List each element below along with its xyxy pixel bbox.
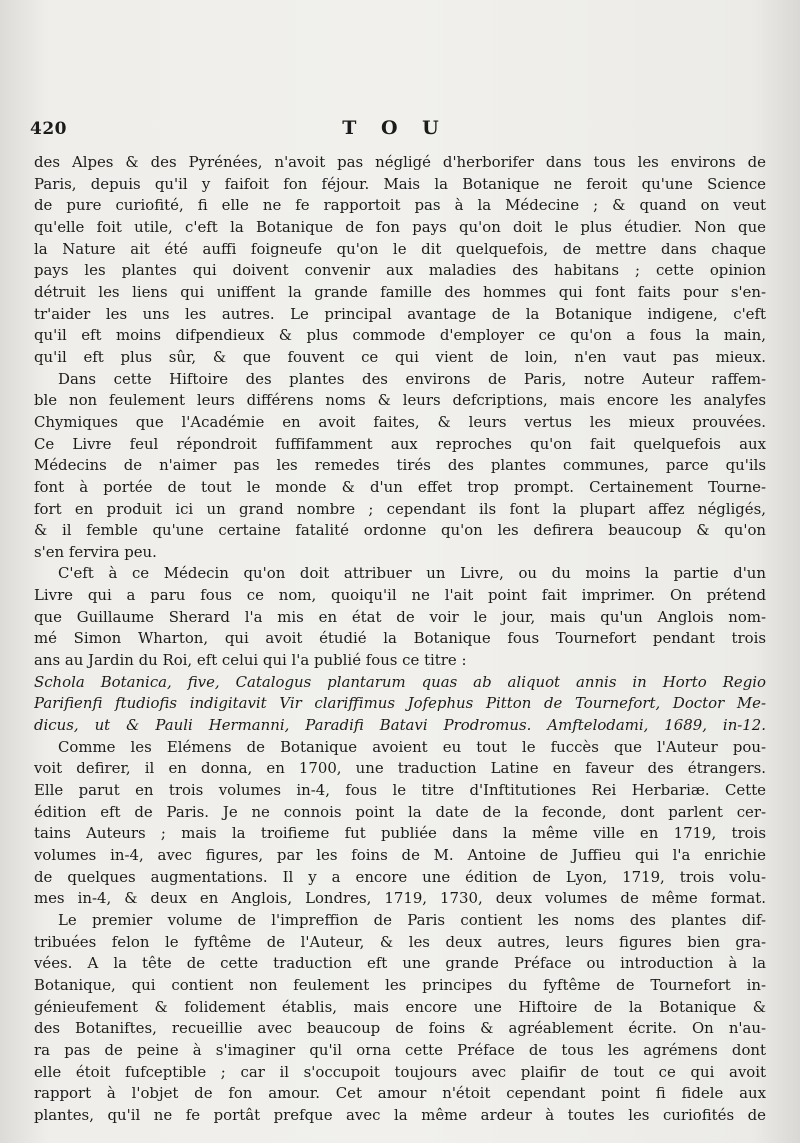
text-line: Elle parut en trois volumes in-4, fous le titre d'Inftitutiones Rei Herbariæ. Cette: [34, 781, 766, 800]
text-line: Schola Botanica, five, Catalogus plantarum quas ab aliquot annis in Horto Regio: [34, 672, 766, 691]
paragraph-1: [34, 152, 766, 369]
body-text: [34, 152, 766, 1127]
text-line: Botanique, qui contient non feulement les principes du fyftême de Tournefort in-: [34, 975, 766, 994]
paragraph-3: [34, 563, 766, 671]
text-line: Dans cette Hiftoire des plantes des environs de Paris, notre Auteur raffem-: [58, 369, 766, 388]
text-line: détruit les liens qui uniffent la grande famille des hommes qui font faits pour s'en-: [34, 282, 766, 301]
text-line: rapport à l'objet de fon amour. Cet amour n'étoit cependant point fi fidele aux: [34, 1084, 766, 1103]
text-line: tribuées felon le fyftême de l'Auteur, & les deux autres, leurs figures bien gra-: [34, 932, 766, 951]
text-line: des Alpes & des Pyrénées, n'avoit pas négligé d'herborifer dans tous les environs de: [34, 153, 766, 171]
text-line: elle étoit fufceptible ; car il s'occupoit toujours avec plaifir de tout ce qui avoit: [34, 1062, 766, 1081]
text-line: ble non feulement leurs différens noms & leurs defcriptions, mais encore les analyfes: [34, 391, 766, 410]
text-line: qu'il eft moins difpendieux & plus commode d'employer ce qu'on a fous la main,: [34, 326, 766, 345]
text-line: vées. A la tête de cette traduction eft une grande Préface ou introduction à la: [34, 954, 766, 973]
page-number: 420: [30, 119, 67, 139]
text-line: Comme les Elémens de Botanique avoient eu tout le fuccès que l'Auteur pou-: [58, 737, 766, 756]
text-line: ra pas de peine à s'imaginer qu'il orna cette Préface de tous les agrémens dont: [34, 1040, 766, 1059]
text-line: Parifienfi ftudiofis indigitavit Vir clariffimus Jofephus Pitton de Tournefort, Doctor Me-: [34, 694, 766, 713]
text-line: font à portée de tout le monde & d'un effet trop prompt. Certainement Tourne-: [34, 477, 766, 496]
text-line: qu'elle foit utile, c'eft la Botanique de fon pays qu'on doit le plus étudier. Non que: [34, 217, 766, 236]
text-line: Ce Livre feul répondroit fuffifamment aux reproches qu'on fait quelquefois aux: [34, 434, 766, 453]
text-line: la Nature ait été auffi foigneufe qu'on le dit quelquefois, de mettre dans chaque: [34, 239, 766, 258]
text-line: tr'aider les uns les autres. Le principal avantage de la Botanique indigene, c'eft: [34, 304, 766, 323]
text-line: mes in-4, & deux en Anglois, Londres, 1719, 1730, deux volumes de même format.: [34, 889, 766, 908]
paragraph-2: [34, 369, 766, 564]
text-line: fort en produit ici un grand nombre ; cependant ils font la plupart affez négligés,: [34, 499, 766, 518]
paragraph-4: [34, 672, 766, 737]
text-line: Chymiques que l'Académie en avoit faites, & leurs vertus les mieux prouvées.: [34, 412, 766, 431]
text-line: C'eft à ce Médecin qu'on doit attribuer un Livre, ou du moins la partie d'un: [58, 564, 766, 583]
text-line: que Guillaume Sherard l'a mis en état de voir le jour, mais qu'un Anglois nom-: [34, 607, 766, 626]
text-line: de quelques augmentations. Il y a encore une édition de Lyon, 1719, trois volu-: [34, 867, 766, 886]
text-line: dicus, ut & Pauli Hermanni, Paradifi Batavi Prodromus. Amftelodami, 1689, in-12.: [34, 716, 766, 735]
text-line: qu'il eft plus sûr, & que fouvent ce qui vient de loin, n'en vaut pas mieux.: [34, 347, 766, 366]
text-line: tains Auteurs ; mais la troifieme fut publiée dans la même ville en 1719, trois: [34, 824, 766, 843]
text-line: mé Simon Wharton, qui avoit étudié la Botanique fous Tournefort pendant trois: [34, 629, 766, 648]
page-header: [30, 117, 760, 147]
text-line: de pure curiofité, fi elle ne fe rapportoit pas à la Médecine ; & quand on veut: [34, 196, 766, 215]
paragraph-5: [34, 737, 766, 910]
text-line: Paris, depuis qu'il y faifoit fon féjour. Mais la Botanique ne feroit qu'une Science: [34, 174, 766, 193]
paragraph-6: [34, 910, 766, 1127]
text-line: voit defirer, il en donna, en 1700, une traduction Latine en faveur des étrangers.: [34, 759, 766, 778]
text-line: s'en fervira peu.: [34, 542, 157, 561]
text-line: volumes in-4, avec figures, par les foins de M. Antoine de Juffieu qui l'a enrichie: [34, 846, 766, 864]
text-line: Médecins de n'aimer pas les remedes tirés des plantes communes, parce qu'ils: [34, 456, 766, 475]
text-line: édition eft de Paris. Je ne connois point la date de la feconde, dont parlent cer-: [34, 802, 766, 821]
text-line: génieufement & folidement établis, mais encore une Hiftoire de la Botanique &: [34, 997, 766, 1016]
text-line: Livre qui a paru fous ce nom, quoiqu'il ne l'ait point fait imprimer. On prétend: [34, 586, 766, 605]
text-line: des Botaniftes, recueillie avec beaucoup de foins & agréablement écrite. On n'au-: [34, 1019, 766, 1038]
running-head: T O U: [342, 117, 448, 139]
text-line: Le premier volume de l'impreffion de Paris contient les noms des plantes dif-: [58, 910, 766, 929]
text-line: pays les plantes qui doivent convenir aux maladies des habitans ; cette opinion: [34, 261, 766, 280]
text-line: ans au Jardin du Roi, eft celui qui l'a publié fous ce titre :: [34, 651, 467, 670]
text-line: plantes, qu'il ne fe portât prefque avec la même ardeur à toutes les curiofités de: [34, 1105, 766, 1124]
text-line: & il femble qu'une certaine fatalité ordonne qu'on les defirera beaucoup & qu'on: [34, 521, 766, 540]
